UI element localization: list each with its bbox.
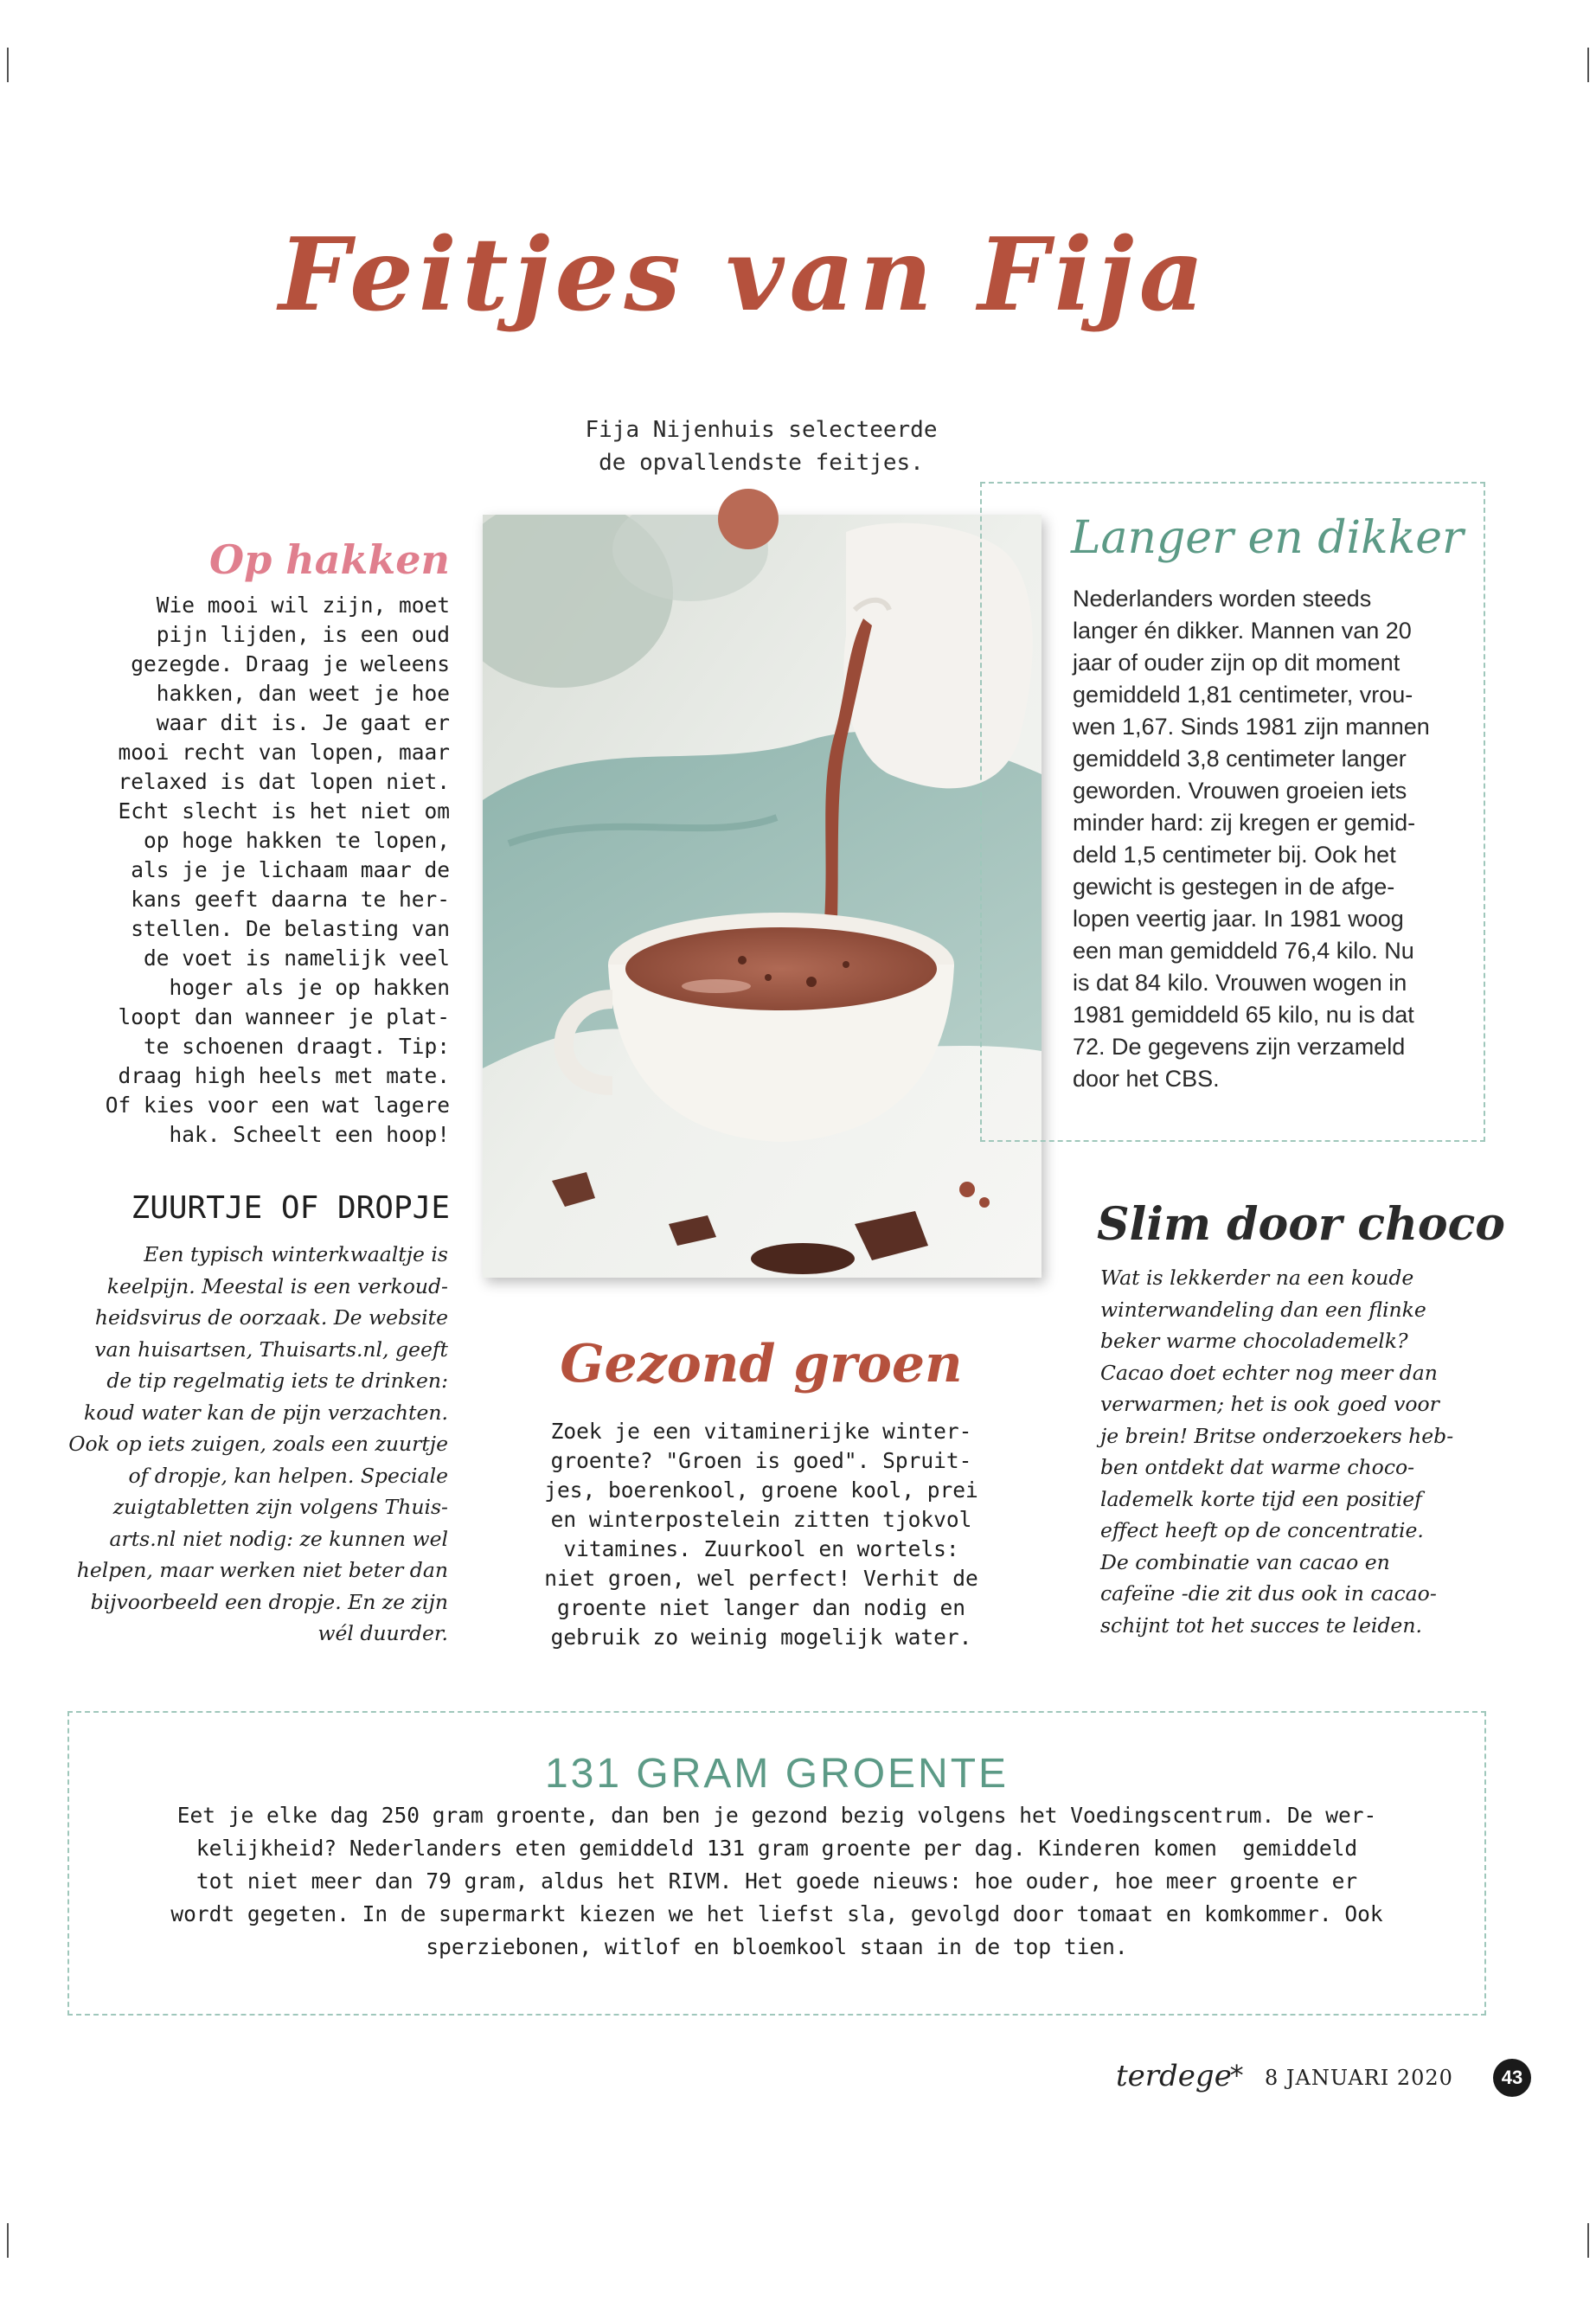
text-line: minder hard: zij kregen er gemid- <box>1073 810 1416 836</box>
gram-body <box>104 1799 1450 1964</box>
op-hakken-body <box>52 591 450 1150</box>
text-line: langer én dikker. Mannen van 20 <box>1073 618 1412 644</box>
text-line: door het CBS. <box>1073 1066 1220 1092</box>
text-line: 1981 gemiddeld 65 kilo, nu is dat <box>1073 1002 1414 1028</box>
text-line: Ook op iets zuigen, zoals een zuurtje <box>68 1432 448 1456</box>
text-line: je brein! Britse onderzoekers heb- <box>1100 1423 1454 1448</box>
op-hakken-heading: Op hakken <box>209 536 450 583</box>
crop-mark <box>7 2223 9 2258</box>
text-line: effect heeft op de concentratie. <box>1100 1518 1424 1542</box>
text-line: gemiddeld 1,81 centimeter, vrou- <box>1073 682 1413 708</box>
text-line: 72. De gegevens zijn verzameld <box>1073 1034 1406 1060</box>
decorative-dot <box>718 489 779 549</box>
text-line: deld 1,5 centimeter bij. Ook het <box>1073 842 1396 868</box>
text-line: een man gemiddeld 76,4 kilo. Nu <box>1073 938 1414 964</box>
text-line: lopen veertig jaar. In 1981 woog <box>1073 906 1404 932</box>
text-line: op hoge hakken te lopen, <box>143 828 450 853</box>
text-line: bijvoorbeeld een dropje. En ze zijn <box>90 1589 448 1614</box>
text-line: is dat 84 kilo. Vrouwen wogen in <box>1073 970 1407 996</box>
text-line: Wie mooi wil zijn, moet <box>156 593 450 618</box>
text-line: Zoek je een vitaminerijke winter- <box>550 1419 972 1444</box>
crop-mark <box>1587 48 1589 82</box>
hot-chocolate-photo <box>483 515 1042 1278</box>
text-line: gewicht is gestegen in de afge- <box>1073 874 1395 900</box>
text-line: van huisartsen, Thuisarts.nl, geeft <box>94 1336 448 1362</box>
text-line: en winterpostelein zitten tjokvol <box>550 1507 972 1532</box>
text-line: schijnt tot het succes te leiden. <box>1100 1612 1422 1638</box>
text-line: de voet is namelijk veel <box>143 945 450 971</box>
text-line: jaar of ouder zijn op dit moment <box>1073 650 1401 676</box>
zuurtje-heading: ZUURTJE OF DROPJE <box>131 1190 450 1226</box>
text-line: De combinatie van cacao en <box>1100 1549 1390 1574</box>
text-line: helpen, maar werken niet beter dan <box>76 1558 448 1582</box>
brand-logo: terdege <box>1116 2059 1232 2093</box>
subtitle-line: de opvallendste feitjes. <box>599 450 924 476</box>
text-line: winterwandeling dan een flinke <box>1100 1297 1426 1322</box>
text-line: hak. Scheelt een hoop! <box>169 1122 450 1147</box>
gezond-heading: Gezond groen <box>560 1334 963 1394</box>
text-line: draag high heels met mate. <box>118 1063 450 1088</box>
text-line: Cacao doet echter nog meer dan <box>1100 1360 1438 1385</box>
text-line: Echt slecht is het niet om <box>118 798 450 824</box>
text-line: de tip regelmatig iets te drinken: <box>106 1368 448 1393</box>
text-line: Wat is lekkerder na een koude <box>1100 1266 1414 1290</box>
text-line: tot niet meer dan 79 gram, aldus het RIVM. Het goede nieuws: hoe ouder, hoe meer groente er <box>195 1868 1358 1894</box>
text-line: Een typisch winterkwaaltje is <box>144 1242 448 1266</box>
text-line: gemiddeld 3,8 centimeter langer <box>1073 746 1407 772</box>
text-line: loopt dan wanneer je plat- <box>118 1004 450 1029</box>
text-line: mooi recht van lopen, maar <box>118 740 450 765</box>
text-line: lademelk korte tijd een positief <box>1100 1486 1422 1511</box>
text-line: sperziebonen, witlof en bloemkool staan in de top tien. <box>426 1934 1128 1959</box>
text-line: geworden. Vrouwen groeien iets <box>1073 778 1407 804</box>
text-line: waar dit is. Je gaat er <box>156 710 450 735</box>
text-line: hoger als je op hakken <box>169 975 450 1000</box>
text-line: wordt gegeten. In de supermarkt kiezen we het liefst sla, gevolgd door tomaat en komkommer. Ook <box>170 1901 1383 1926</box>
crop-mark <box>1587 2223 1589 2258</box>
text-line: jes, boerenkool, groene kool, prei <box>544 1477 978 1503</box>
text-line: kans geeft daarna te her- <box>131 887 450 912</box>
text-line: beker warme chocolademelk? <box>1100 1329 1408 1353</box>
text-line: vitamines. Zuurkool en wortels: <box>563 1536 959 1561</box>
text-line: gebruik zo weinig mogelijk water. <box>550 1625 972 1650</box>
text-line: koud water kan de pijn verzachten. <box>83 1400 448 1425</box>
text-line: cafeïne -die zit dus ook in cacao- <box>1100 1581 1437 1606</box>
text-line: kelijkheid? Nederlanders eten gemiddeld 131 gram groente per dag. Kinderen komen gemiddeld <box>195 1836 1358 1861</box>
text-line: ben ontdekt dat warme choco- <box>1100 1455 1415 1479</box>
text-line: of dropje, kan helpen. Speciale <box>128 1463 448 1488</box>
subtitle-line: Fija Nijenhuis selecteerde <box>585 417 938 443</box>
gram-heading: 131 GRAM GROENTE <box>544 1751 1010 1797</box>
footer-separator: * <box>1228 2059 1246 2092</box>
crop-mark <box>7 48 9 82</box>
text-line: keelpijn. Meestal is een verkoud- <box>106 1273 448 1298</box>
text-line: heidsvirus de oorzaak. De website <box>94 1305 448 1330</box>
slim-body <box>1100 1262 1498 1641</box>
slim-heading: Slim door choco <box>1097 1198 1505 1251</box>
text-line: arts.nl niet nodig: ze kunnen wel <box>109 1526 448 1551</box>
langer-heading: Langer en dikker <box>1071 512 1464 564</box>
text-line: Eet je elke dag 250 gram groente, dan ben je gezond bezig volgens het Voedingscentrum. De wer- <box>176 1803 1377 1828</box>
text-line: niet groen, wel perfect! Verhit de <box>544 1566 978 1591</box>
text-line: groente? "Groen is goed". Spruit- <box>550 1448 972 1473</box>
page-title: Feitjes van Fija <box>279 216 1209 334</box>
text-line: groente niet langer dan nodig en <box>556 1595 965 1620</box>
page-number: 43 <box>1493 2059 1531 2097</box>
text-line: wen 1,67. Sinds 1981 zijn mannen <box>1073 714 1430 740</box>
text-line: pijn lijden, is een oud <box>156 622 450 647</box>
text-line: Of kies voor een wat lagere <box>105 1093 450 1118</box>
text-line: zuigtabletten zijn volgens Thuis- <box>112 1495 448 1519</box>
issue-date: 8 JANUARI 2020 <box>1265 2066 1453 2090</box>
text-line: te schoenen draagt. Tip: <box>143 1034 450 1059</box>
text-line: gezegde. Draag je weleens <box>131 651 450 676</box>
gezond-body <box>510 1417 1012 1652</box>
text-line: als je je lichaam maar de <box>131 857 450 882</box>
text-line: stellen. De belasting van <box>131 916 450 941</box>
text-line: relaxed is dat lopen niet. <box>118 769 450 794</box>
langer-body <box>1073 583 1479 1095</box>
page-subtitle <box>536 413 986 479</box>
text-line: verwarmen; het is ook goed voor <box>1100 1392 1439 1416</box>
zuurtje-body <box>43 1239 448 1650</box>
text-line: wél duurder. <box>317 1621 448 1645</box>
text-line: hakken, dan weet je hoe <box>156 681 450 706</box>
hot-chocolate-illustration <box>483 515 1042 1278</box>
text-line: Nederlanders worden steeds <box>1073 586 1372 612</box>
